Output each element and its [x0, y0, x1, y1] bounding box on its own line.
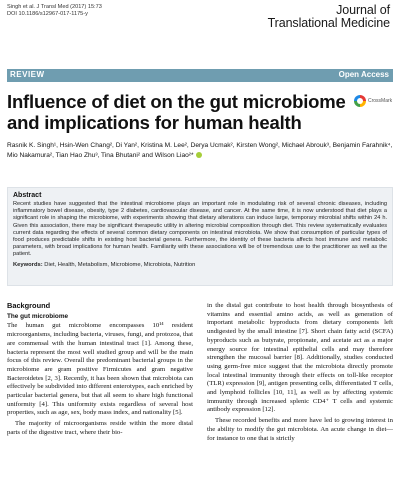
journal-name-line1: Journal of: [336, 3, 390, 17]
journal-name-line2: Translational Medicine: [267, 16, 390, 30]
body-column-right: [207, 302, 393, 445]
keywords-label: Keywords:: [13, 261, 43, 268]
section-heading-background: Background: [7, 301, 51, 310]
author-names: Rasnik K. Singh¹, Hsin-Wen Chang², Di Yan², Kristina M. Lee², Derya Ucmak², Kirsten Wong², Michael Abrouk³, Benjamin Farahnik⁴, Mio Nakamura², Tian Hao Zhu³, Tina Bhutani² and Wilson Liao²*: [7, 142, 393, 159]
keywords: [13, 262, 387, 269]
abstract-box: [7, 187, 393, 286]
keywords-list: Diet, Health, Metabolism, Microbiome, Microbiota, Nutrition: [44, 261, 196, 268]
journal-name: [268, 4, 390, 30]
abstract-text: Recent studies have suggested that the intestinal microbiome plays an important role in modulating risk of several chronic diseases, including inflammatory bowel disease, obesity, type 2 diabetes, cardiovascular disease, and cancer. At the same time, it is now understood that diet plays a significant role in shaping the microbiome, with experiments showing that dietary alterations can induce large, temporary microbial shifts within 24 h. Given this association, there may be significant therapeutic utility in altering microbial composition through diet. This review systematically evaluates current data regarding the effects of several common dietary components on intestinal microbiota. We show that consumption of particular types of food produces predictable shifts in existing host bacterial genera. Furthermore, the identity of these bacteria affects host immune and metabolic parameters, with broad implications for human health. Familiarity with these associations will be of tremendous use to the practitioner as well as the patient.: [13, 201, 387, 258]
paragraph: The human gut microbiome encompasses 10¹⁴ resident microorganisms, including bacteria, viruses, fungi, and protozoa, that are commensal with the human intestinal tract [1]. Among these, bacteria represent the most well studied group and will be the main focus of this review. Overall the predominant bacterial groups in the microbiome are gram positive Firmicutes and gram negative Bacteroidetes [2, 3]. Recently, it has been shown that microbiota can effectively be subdivided into different enterotypes, each enriched by particular bacterial genera, but that all seem to share high functional uniformity [4]. This uniformity exists regardless of several host properties, such as age, sex, body mass index, and nationality [5].: [7, 322, 193, 417]
subsection-heading: The gut microbiome: [7, 312, 69, 320]
author-list: [7, 141, 395, 161]
abstract-heading: Abstract: [13, 192, 42, 199]
paragraph: in the distal gut contribute to host health through biosynthesis of vitamins and essential amino acids, as well as generation of important metabolic byproducts from dietary components left undigested by the small intestine [7]. Short chain fatty acid (SCFA) byproducts such as butyrate, propionate, and acetate act as a major energy source for intestinal epithelial cells and may therefore strengthen the mucosal barrier [8]. Additionally, studies conducted using germ-free mice suggest that the microbiota directly promote local intestinal immunity through their effects on toll-like receptor (TLR) expression [9], antigen presenting cells, differentiated T cells, and lymphoid follicles [10, 11], as well as by affecting systemic immunity through increased splenic CD4⁺ T cells and systemic antibody expression [12].: [207, 302, 393, 414]
body-column-left: [7, 302, 193, 440]
citation-line: Singh et al. J Transl Med (2017) 15:73: [7, 4, 102, 10]
orcid-icon[interactable]: [196, 152, 202, 158]
article-type-banner: [7, 69, 393, 82]
crossmark-icon: [354, 95, 366, 107]
article-title: Influence of diet on the gut microbiome and implications for human health: [7, 91, 346, 133]
paragraph: These recorded benefits and more have led to growing interest in the ability to modify the gut microbiota. An acute change in diet—for instance to one that is strictly: [207, 417, 393, 442]
crossmark-button[interactable]: [354, 91, 394, 111]
article-type-label: REVIEW: [10, 70, 45, 79]
open-access-label: Open Access: [338, 70, 389, 79]
doi-line: DOI 10.1186/s12967-017-1175-y: [7, 11, 88, 17]
crossmark-label: CrossMark: [368, 98, 393, 104]
citation-info: [7, 4, 102, 18]
paragraph: The majority of microorganisms reside within the more distal parts of the digestive tract, where their bio-: [7, 420, 193, 436]
